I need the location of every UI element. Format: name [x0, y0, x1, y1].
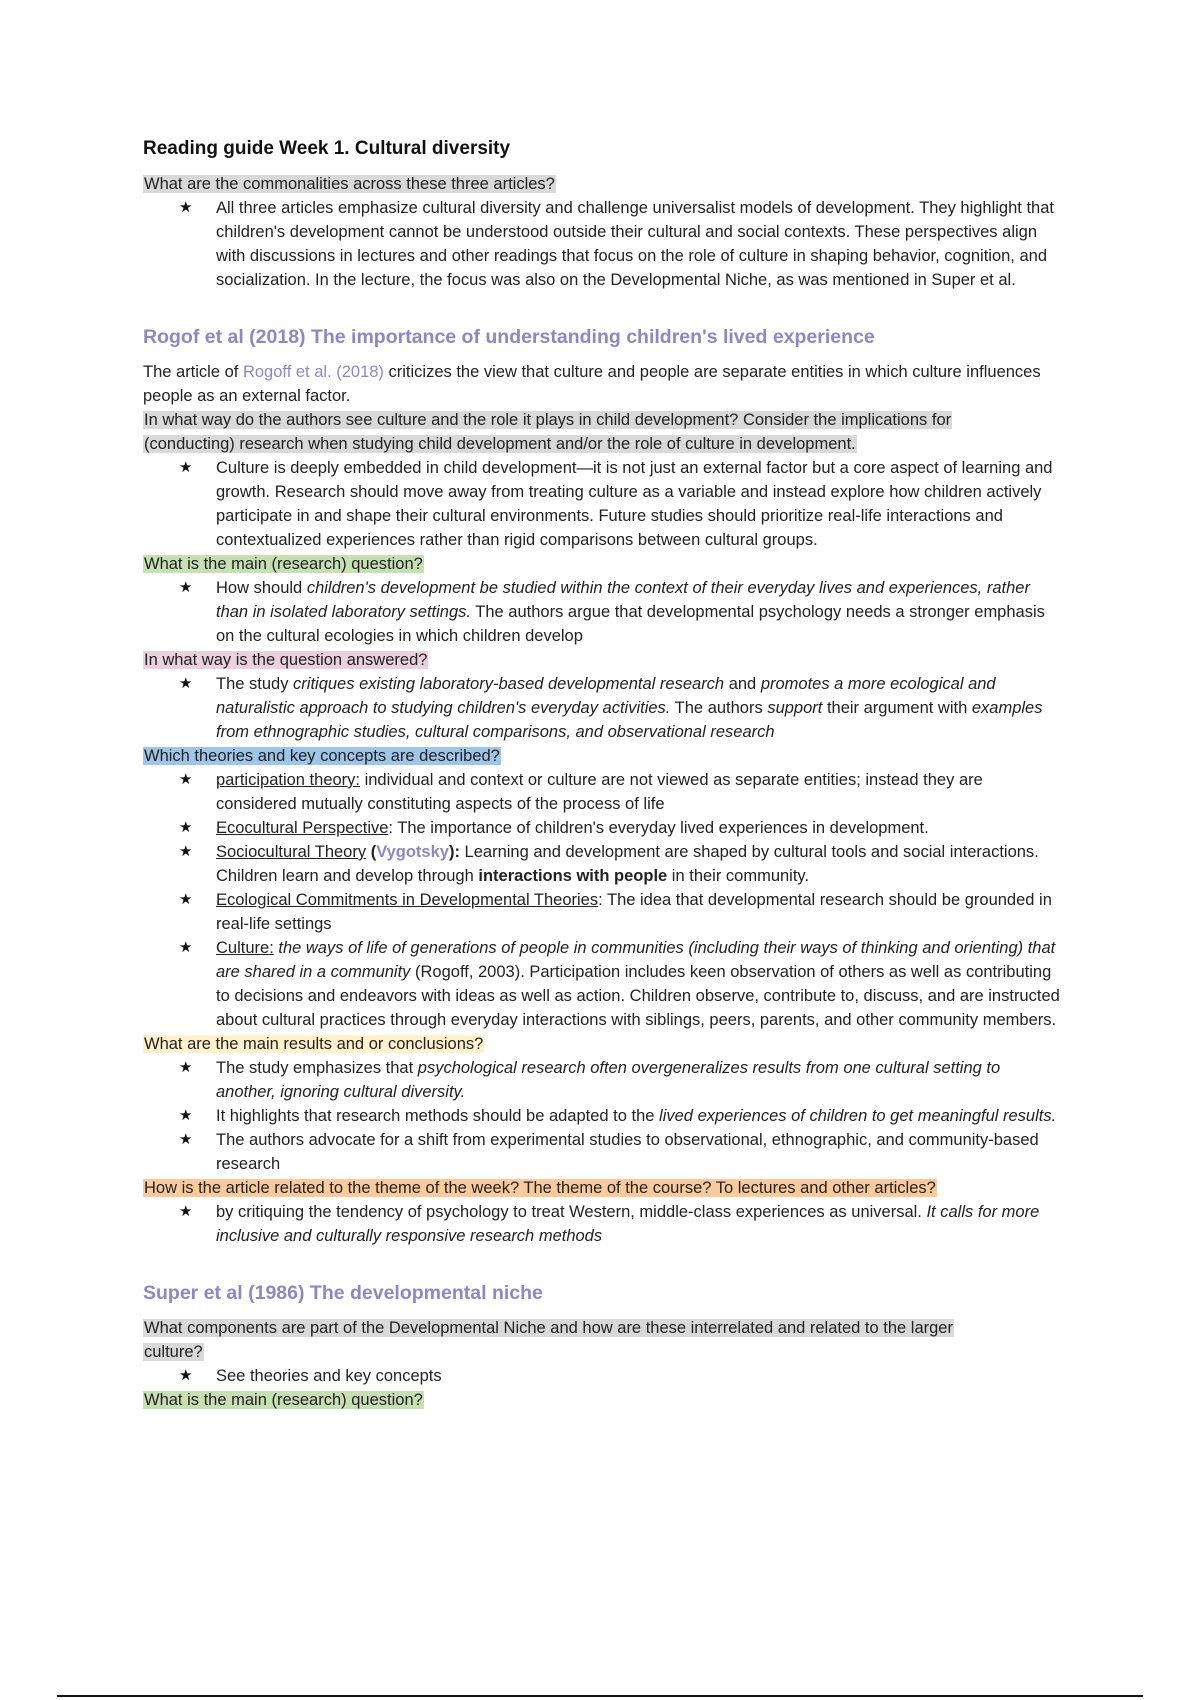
star-bullet-icon: ★	[179, 771, 193, 788]
list-item: ★ The authors advocate for a shift from experimental studies to observational, ethnographic, and community-based research	[216, 1128, 1063, 1176]
star-bullet-icon: ★	[179, 675, 193, 692]
star-bullet-icon: ★	[179, 843, 193, 860]
list-item: ★ Ecocultural Perspective: The importance of children's everyday lived experiences in development.	[216, 816, 1063, 840]
list-item: ★ participation theory: individual and context or culture are not viewed as separate entities; instead they are considered mutually constituting aspects of the process of life	[216, 768, 1063, 816]
answer-list	[143, 196, 1063, 292]
star-bullet-icon: ★	[179, 1059, 193, 1076]
star-bullet-icon: ★	[179, 199, 193, 216]
list-item: ★ See theories and key concepts	[216, 1364, 1063, 1388]
answer-list	[143, 1364, 1063, 1388]
question-results: What are the main results and or conclusions?	[144, 1035, 484, 1053]
list-item	[179, 196, 1063, 292]
question-theme-relation: How is the article related to the theme of the week? The theme of the course? To lectures and other articles?	[144, 1179, 936, 1197]
list-item: ★ by critiquing the tendency of psychology to treat Western, middle-class experiences as universal. It calls for more inclusive and culturally responsive research methods	[216, 1200, 1063, 1248]
star-bullet-icon: ★	[179, 1367, 193, 1384]
answer-list	[143, 456, 1063, 552]
document-page	[143, 136, 1063, 1412]
question-highlight: What are the commonalities across these three articles?	[144, 175, 555, 193]
page-title: Reading guide Week 1. Cultural diversity	[143, 138, 511, 159]
list-item: ★ Culture is deeply embedded in child development—it is not just an external factor but a core aspect of learning and growth. Research should move away from treating culture as a variable and instead explore how children actively participate in and shape their cultural environments. Future studies should prioritize real-life interactions and contextualized experiences rather than rigid comparisons between cultural groups.	[216, 456, 1063, 552]
star-bullet-icon: ★	[179, 1107, 193, 1124]
question-commonalities	[143, 172, 1063, 196]
answer-list	[143, 1200, 1063, 1248]
star-bullet-icon: ★	[179, 819, 193, 836]
section-heading-super: Super et al (1986) The developmental niche	[143, 1282, 543, 1304]
answer-list	[143, 576, 1063, 648]
list-item: ★ Ecological Commitments in Developmental Theories: The idea that developmental research should be grounded in real-life settings	[216, 888, 1063, 936]
question-how-answered: In what way is the question answered?	[144, 651, 428, 669]
list-item: ★ Sociocultural Theory (Vygotsky): Learning and development are shaped by cultural tools and social interactions. Children learn and develop through interactions with people in their community.	[216, 840, 1063, 888]
rogoff-intro: The article of Rogoff et al. (2018) criticizes the view that culture and people are separate entities in which culture influences people as an external factor.	[143, 363, 1041, 405]
list-item: ★ It highlights that research methods should be adapted to the lived experiences of children to get meaningful results.	[216, 1104, 1063, 1128]
list-item: ★ Culture: the ways of life of generations of people in communities (including their ways of thinking and orienting) that are shared in a community (Rogoff, 2003). Participation includes keen observation of others as well as contributing to decisions and endeavors with ideas as well as action. Children observe, contribute to, discuss, and are instructed about cultural practices through everyday interactions with siblings, peers, parents, and other community members.	[216, 936, 1063, 1032]
page-bottom-rule	[57, 1695, 1143, 1697]
section-heading-rogoff: Rogof et al (2018) The importance of understanding children's lived experience	[143, 326, 875, 348]
answer-list	[143, 672, 1063, 744]
star-bullet-icon: ★	[179, 459, 193, 476]
vygotsky-link[interactable]: Vygotsky	[376, 843, 449, 861]
question-main-research: What is the main (research) question?	[144, 555, 423, 573]
star-bullet-icon: ★	[179, 1131, 193, 1148]
citation-link[interactable]: Rogoff et al. (2018)	[242, 363, 384, 381]
star-bullet-icon: ★	[179, 1203, 193, 1220]
question-main-research-super: What is the main (research) question?	[144, 1391, 423, 1409]
results-list	[143, 1056, 1063, 1176]
star-bullet-icon: ★	[179, 891, 193, 908]
question-theories: Which theories and key concepts are described?	[144, 747, 500, 765]
question-niche-components: What components are part of the Developmental Niche and how are these interrelated and related to the larger culture?	[144, 1319, 953, 1361]
concept-list	[143, 768, 1063, 1032]
question-culture-role: In what way do the authors see culture and the role it plays in child development? Consider the implications for (conducting) research when studying child development and/or the role of culture in development.	[144, 411, 952, 453]
list-item: ★ How should children's development be studied within the context of their everyday lives and experiences, rather than in isolated laboratory settings. The authors argue that developmental psychology needs a stronger emphasis on the cultural ecologies in which children develop	[216, 576, 1063, 648]
star-bullet-icon: ★	[179, 579, 193, 596]
star-bullet-icon: ★	[179, 939, 193, 956]
list-item: ★ The study emphasizes that psychological research often overgeneralizes results from one cultural setting to another, ignoring cultural diversity.	[216, 1056, 1063, 1104]
list-item: ★ The study critiques existing laboratory-based developmental research and promotes a more ecological and naturalistic approach to studying children's everyday activities. The authors support their argument with examples from ethnographic studies, cultural comparisons, and observational research	[216, 672, 1063, 744]
answer-text: All three articles emphasize cultural diversity and challenge universalist models of development. They highlight that children's development cannot be understood outside their cultural and social contexts. These perspectives align with discussions in lectures and other readings that focus on the role of culture in shaping behavior, cognition, and socialization. In the lecture, the focus was also on the Developmental Niche, as was mentioned in Super et al.	[216, 199, 1054, 289]
